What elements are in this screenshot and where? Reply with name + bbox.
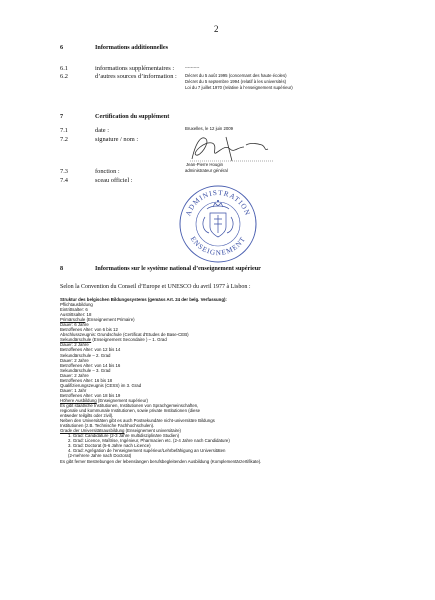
structure-line: Institutionen (z.B. Technische Fachhochschulen). bbox=[60, 423, 155, 429]
higher-education-title: Höhere Ausbildung bbox=[60, 397, 97, 403]
signatory-function: administrateur général bbox=[185, 168, 228, 173]
item-6-2-source-2: Décret du 5 septembre 1994 (relatif à les universités) bbox=[185, 79, 287, 84]
degree-item: 1. Grad: Candidature (2-3 Jahre multidisziplinäre Studien) bbox=[68, 433, 180, 439]
structure-line: Dauer: 2 Jahre bbox=[60, 357, 89, 363]
structure-line: regionale und kommunale Institutionen, sowie private Institutionen (diese bbox=[60, 408, 201, 414]
page-number: 2 bbox=[214, 24, 219, 34]
structure-line: Neben den Universitäten gibt es auch Postsekundäre nicht-universitäre Bildungs bbox=[60, 418, 215, 424]
structure-line: Es gibt staatliche Institutionen, Institutionen von Sprachgemeinschaften, bbox=[60, 402, 199, 408]
item-7-3-number: 7.3 bbox=[60, 168, 68, 175]
lifelong-learning-note: Es gibt ferner Bestrebungen der lebenslangen berufsbegleitenden Ausbildung (Komplementärzertifikate). bbox=[60, 458, 262, 464]
section-8-number: 8 bbox=[60, 265, 64, 272]
section-7-title: Certification du supplément bbox=[95, 113, 170, 120]
secondary-school-title: Sekundärschule bbox=[60, 337, 92, 343]
item-6-1-number: 6.1 bbox=[60, 65, 68, 72]
structure-heading: Struktur des belgischen Bildungssystems (gemäss Art. 24 der belg. Verfassung): bbox=[60, 297, 227, 302]
signatory-name: Jean-Pierre Hougin bbox=[186, 162, 224, 167]
item-6-2-number: 6.2 bbox=[60, 73, 68, 80]
item-7-1-number: 7.1 bbox=[60, 127, 68, 134]
item-7-2-number: 7.2 bbox=[60, 136, 68, 143]
structure-line: Betroffenes Alter: von 6 bis 12 bbox=[60, 327, 118, 333]
item-6-1-label: informations supplémentaires : bbox=[95, 65, 175, 72]
degree-item: 2. Grad: Licence, Maîtrise, Ingénieur, Pharmacien etc. (2-4 Jahre nach Candidature) bbox=[68, 438, 230, 444]
structure-line: Eintrittsalter: 6 bbox=[60, 307, 88, 313]
structure-line: Qualifizierungszeugnis (CESS) im 3. Grad bbox=[60, 382, 142, 388]
structure-line: Dauer: 1 Jahr bbox=[60, 387, 87, 393]
structure-line: Betroffenes Alter: von 18 bis 19 bbox=[60, 392, 121, 398]
university-degrees-title: Grade der Universitätsausbildung bbox=[60, 428, 125, 434]
section-6-number: 6 bbox=[60, 44, 64, 51]
item-6-1-value: ---------- bbox=[185, 65, 200, 70]
structure-line: Betroffenes Alter: 16 bis 18 bbox=[60, 377, 113, 383]
structure-line: entweder teilgilts oder zivil). bbox=[60, 413, 114, 419]
structure-line: Dauer: 2 Jahre bbox=[60, 342, 89, 348]
structure-line: Dauer: 6 Jahre bbox=[60, 322, 89, 328]
item-7-4-label: sceau officiel : bbox=[95, 177, 133, 184]
primary-school-title: Primärschule bbox=[60, 317, 86, 323]
degree-item: 3. Grad: Doctorat (5-6 Jahre nach Licence) bbox=[68, 443, 151, 449]
certification-date: Bruxelles, le 12 juin 2009 bbox=[185, 126, 234, 131]
item-6-2-source-3: Loi du 7 juillet 1970 (relative à l’enseignement supérieur) bbox=[185, 85, 293, 90]
section-8-intro: Selon la Convention du Conseil d’Europe et UNESCO du avril 1977 à Lisbon : bbox=[60, 284, 251, 290]
item-7-3-label: fonction : bbox=[95, 168, 120, 175]
structure-line: Pflichtausbildung bbox=[60, 302, 93, 308]
structure-line: Sekundärschule – 3. Grad bbox=[60, 367, 111, 373]
item-7-2-label: signature / nom : bbox=[95, 136, 139, 143]
education-structure bbox=[60, 297, 400, 464]
section-7-number: 7 bbox=[60, 113, 64, 120]
seal-text-top: ADMINISTRATION bbox=[184, 188, 252, 218]
degree-item: (2-mehrere Jahre nach Doctorat) bbox=[68, 453, 132, 459]
higher-education-suffix: (Enseignement supérieur) bbox=[96, 397, 148, 403]
official-seal bbox=[177, 183, 259, 265]
structure-line: Dauer: 2 Jahre bbox=[60, 372, 89, 378]
item-6-2-source-1: Décret du 5 août 1995 (concernant des haute écoles) bbox=[185, 73, 287, 78]
item-6-2-label: d’autres sources d’information : bbox=[95, 73, 177, 80]
item-7-1-label: date : bbox=[95, 127, 110, 134]
secondary-school-suffix: (Enseignement Secondaire ) – 1. Grad bbox=[91, 337, 167, 343]
structure-line: Austrittsalter: 18 bbox=[60, 312, 92, 318]
primary-school-suffix: (Enseignement Primaire) bbox=[85, 317, 135, 323]
structure-line: Sekundärschule – 2. Grad bbox=[60, 352, 111, 358]
section-6-title: Informations additionnelles bbox=[95, 44, 169, 51]
section-8-title: Informations sur le système national d’enseignement supérieur bbox=[95, 265, 261, 272]
item-7-4-number: 7.4 bbox=[60, 177, 68, 184]
degree-item: 4. Grad: Agrégation de l’enseignement supérieur/Lehrbefähigung an Universitäten bbox=[68, 448, 226, 454]
seal-text-bottom: ENSEIGNEMENT bbox=[188, 235, 248, 258]
structure-line: Betroffenes Alter: von 14 bis 16 bbox=[60, 362, 121, 368]
university-degrees-suffix: (Enseignement universitaire) bbox=[124, 428, 181, 434]
structure-line: Betroffenes Alter: von 12 bis 14 bbox=[60, 347, 121, 353]
structure-line: Abschlusszeugnis: Grundschule (Certificat d'Etudes de Base-CEB) bbox=[60, 332, 189, 338]
